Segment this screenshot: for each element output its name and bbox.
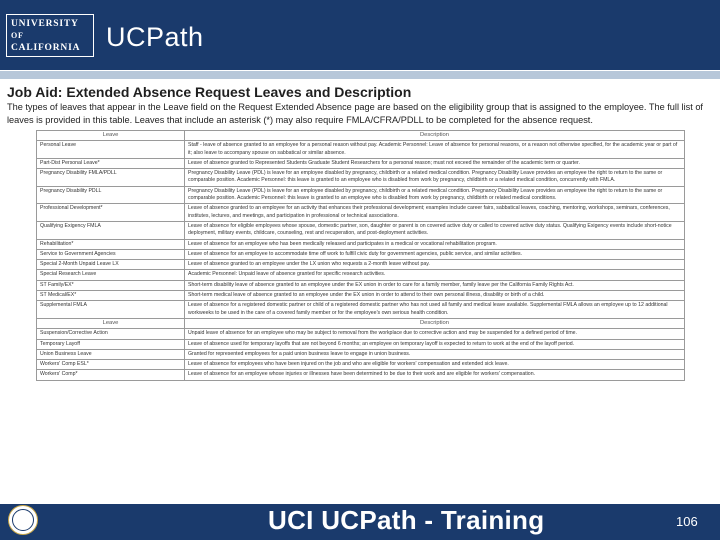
leave-name: Pregnancy Disability FMLA/PDLL <box>37 169 185 187</box>
leave-description: Leave of absence used for temporary layoffs that are not beyond 6 months; an employee on temporary layoff is expected to return to work at the end of the layoff period. <box>185 339 685 349</box>
leave-name: ST Medical/EX* <box>37 291 185 301</box>
table-row <box>37 239 685 249</box>
table-row <box>37 169 685 187</box>
leave-description: Short-term disability leave of absence granted to an employee under the EX union in order to care for a family member, family leave per the California Family Rights Act. <box>185 280 685 290</box>
table-row <box>37 349 685 359</box>
table-row <box>37 370 685 380</box>
footer-title-tail: Training <box>440 505 545 535</box>
leave-name: Supplemental FMLA <box>37 301 185 319</box>
leave-name: Rehabilitation* <box>37 239 185 249</box>
column-header-leave-repeat: Leave <box>37 318 185 328</box>
table-row <box>37 301 685 319</box>
leave-description: Leave of absence for an employee whose injuries or illnesses have been determined to be due to their work and are eligible for workers' compensation. <box>185 370 685 380</box>
leave-name: Professional Development* <box>37 204 185 222</box>
brand-name: UCPath <box>106 22 204 52</box>
logo-line-1: UNIVERSITY <box>11 19 79 29</box>
table-row <box>37 186 685 204</box>
leave-name: Pregnancy Disability PDLL <box>37 186 185 204</box>
table-row <box>37 280 685 290</box>
university-logo <box>6 14 94 57</box>
table-row <box>37 260 685 270</box>
leave-description: Leave of absence for a registered domestic partner or child of a registered domestic partner who has not used all family and medical leave available. Supplemental FMLA allows an employee up to 12 additional workweeks to be used in the care of a covered family member or for the employee's own serious health condition. <box>185 301 685 319</box>
leave-name: Part-Dist Personal Leave* <box>37 158 185 168</box>
leave-name: Temporary Layoff <box>37 339 185 349</box>
university-seal-icon <box>8 505 38 535</box>
header-rule <box>0 71 720 79</box>
leave-description: Short-term medical leave of absence granted to an employee under the EX union in order to attend to their own personal illness, disability or birth of a child. <box>185 291 685 301</box>
leave-description: Leave of absence granted to an employee for an activity that enhances their professional development; examples include career fairs, sabbatical leaves, coaching, mentoring, workshops, seminars, conferences, institutes, lectures, and meetings, and participation in professional or technical associations. <box>185 204 685 222</box>
leave-description: Leave of absence granted to an employee under the LX union who requests a 2-month leave without pay. <box>185 260 685 270</box>
leave-description: Unpaid leave of absence for an employee who may be subject to removal from the workplace due to corrective action and may be suspended for a defined period of time. <box>185 329 685 339</box>
column-header-description-repeat: Description <box>185 318 685 328</box>
leave-description: Pregnancy Disability Leave (PDL) is leave for an employee disabled by pregnancy, childbirth or a related medical condition. Pregnancy Disability Leave provides an employee the right to return to the same or comparable position. Academic Personnel: this leave is granted to an employee who is disabled from work by pregnancy, childbirth or related medical conditions. <box>185 186 685 204</box>
leave-name: Workers' Comp ESL* <box>37 360 185 370</box>
leave-description: Staff - leave of absence granted to an employee for a personal reason without pay. Academic Personnel: Leave of absence for personal reasons, or a reason not otherwise specified, for the academic year or part of it; also leave to accompany spouse on sabbatical or similar absence. <box>185 141 685 159</box>
column-header-description: Description <box>185 131 685 141</box>
table-row <box>37 158 685 168</box>
page-title: Job Aid: Extended Absence Request Leaves and Description <box>7 84 412 100</box>
leave-name: Workers' Comp* <box>37 370 185 380</box>
logo-line-2: OF <box>11 31 24 40</box>
leave-name: Suspension/Corrective Action <box>37 329 185 339</box>
column-header-leave: Leave <box>37 131 185 141</box>
leave-description: Leave of absence for an employee to accommodate time off work to fulfill civic duty for government agencies, public service, and similar activities. <box>185 249 685 259</box>
footer-title <box>268 505 544 536</box>
leave-name: Union Business Leave <box>37 349 185 359</box>
leave-description: Granted for represented employees for a paid union business leave to engage in union business. <box>185 349 685 359</box>
leave-table <box>36 130 684 381</box>
table-row <box>37 291 685 301</box>
table-row <box>37 249 685 259</box>
page-number: 106 <box>676 514 698 529</box>
leave-description: Leave of absence granted to Represented Students Graduate Student Researchers for a personal reason; must not exceed the remainder of the academic term or quarter. <box>185 158 685 168</box>
leave-name: Special Research Leave <box>37 270 185 280</box>
table-row <box>37 141 685 159</box>
leave-name: Special 2-Month Unpaid Leave LX <box>37 260 185 270</box>
leave-description: Pregnancy Disability Leave (PDL) is leave for an employee disabled by pregnancy, childbirth or a related medical condition. Pregnancy Disability Leave provides an employee the right to return to the same or comparable position. Academic Personnel: this leave is granted to an employee who is disabled from work by pregnancy, childbirth or a related medical condition, concurrently with FMLA. <box>185 169 685 187</box>
leave-name: Personal Leave <box>37 141 185 159</box>
intro-text: The types of leaves that appear in the Leave field on the Request Extended Absence page are based on the eligibility group that is assigned to the employee. The full list of leaves is provided in this table. Leaves that include an asterisk (*) may also require FMLA/CFRA/PDLL to be completed for the absence request. <box>7 102 703 125</box>
table-row <box>37 204 685 222</box>
table-row <box>37 221 685 239</box>
table-row <box>37 270 685 280</box>
leave-name: Service to Government Agencies <box>37 249 185 259</box>
leave-description: Leave of absence for an employee who has been medically released and participates in a medical or vocational rehabilitation program. <box>185 239 685 249</box>
leave-description: Academic Personnel: Unpaid leave of absence granted for specific research activities. <box>185 270 685 280</box>
logo-line-3: CALIFORNIA <box>11 43 81 53</box>
leave-name: Qualifying Exigency FMLA <box>37 221 185 239</box>
table-row <box>37 339 685 349</box>
leave-name: ST Family/EX* <box>37 280 185 290</box>
leave-description: Leave of absence for eligible employees whose spouse, domestic partner, son, daughter or parent is on covered active duty or called to covered active duty status. Qualifying Exigency events include short-notice deployment, military events, childcare, counseling, rest and recuperation, and post-deployment activities. <box>185 221 685 239</box>
table-row <box>37 360 685 370</box>
table-row <box>37 329 685 339</box>
footer-title-main: UCI UCPath - <box>268 505 441 535</box>
leave-description: Leave of absence for employees who have been injured on the job and who are eligible for workers' compensation and extended sick leave. <box>185 360 685 370</box>
